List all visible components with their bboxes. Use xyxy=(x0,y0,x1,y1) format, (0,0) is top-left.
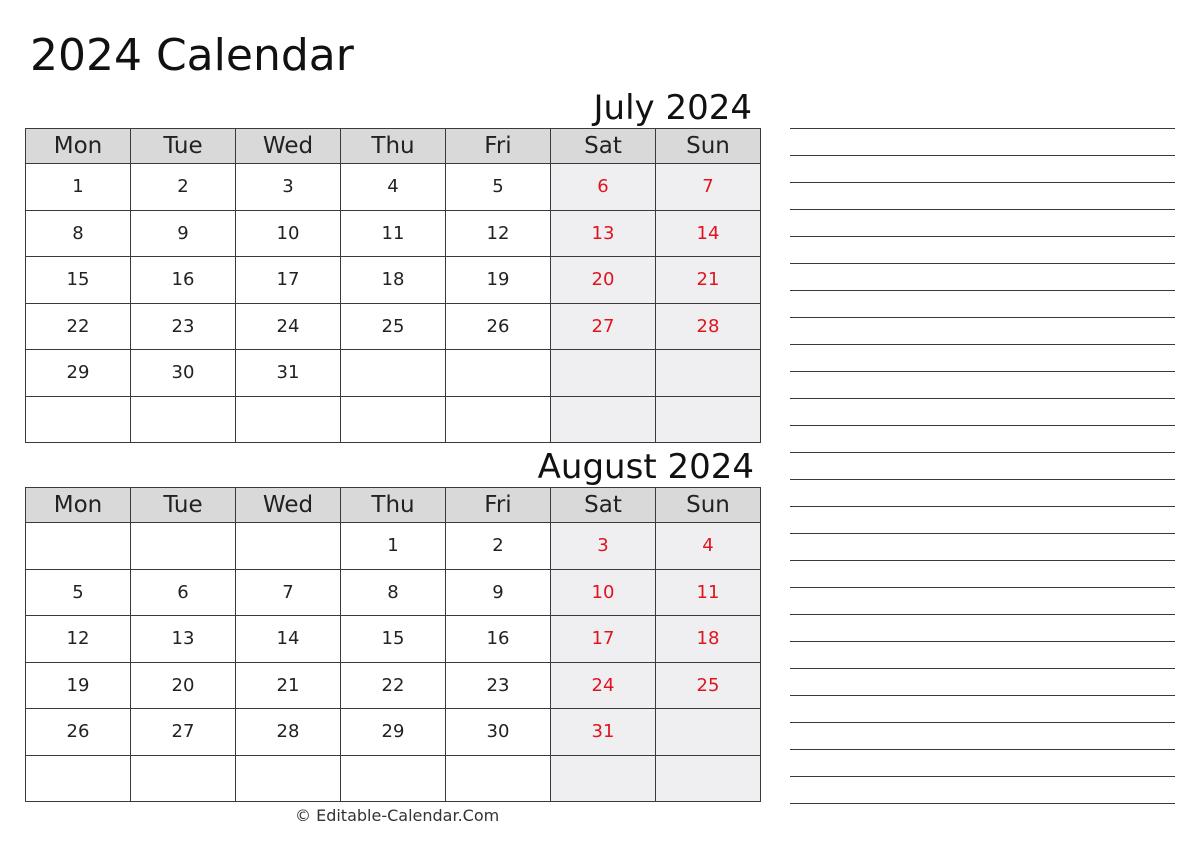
note-line xyxy=(790,317,1175,344)
calendar-july xyxy=(25,128,761,443)
day-cell: 17 xyxy=(236,257,341,304)
day-cell xyxy=(26,396,131,443)
note-line xyxy=(790,803,1175,830)
note-line xyxy=(790,695,1175,722)
week-row xyxy=(26,350,761,397)
day-cell: 31 xyxy=(236,350,341,397)
day-cell: 7 xyxy=(656,164,761,211)
day-cell xyxy=(551,755,656,802)
weekday-header: Thu xyxy=(341,129,446,164)
day-cell: 19 xyxy=(26,662,131,709)
day-cell: 30 xyxy=(446,709,551,756)
day-cell: 11 xyxy=(656,569,761,616)
weekday-header: Sun xyxy=(656,488,761,523)
day-cell xyxy=(341,396,446,443)
note-line xyxy=(790,668,1175,695)
note-line xyxy=(790,506,1175,533)
note-line xyxy=(790,641,1175,668)
day-cell xyxy=(656,709,761,756)
day-cell: 2 xyxy=(131,164,236,211)
day-cell: 26 xyxy=(446,303,551,350)
week-row xyxy=(26,616,761,663)
weekday-header: Tue xyxy=(131,488,236,523)
day-cell: 26 xyxy=(26,709,131,756)
day-cell: 29 xyxy=(26,350,131,397)
day-cell xyxy=(446,350,551,397)
day-cell: 20 xyxy=(131,662,236,709)
day-cell: 24 xyxy=(236,303,341,350)
weekday-header-row xyxy=(26,129,761,164)
weekday-header: Mon xyxy=(26,129,131,164)
day-cell: 25 xyxy=(341,303,446,350)
day-cell: 14 xyxy=(656,210,761,257)
day-cell: 12 xyxy=(26,616,131,663)
weekday-header: Sun xyxy=(656,129,761,164)
week-row xyxy=(26,569,761,616)
day-cell: 27 xyxy=(131,709,236,756)
day-cell: 24 xyxy=(551,662,656,709)
day-cell: 13 xyxy=(131,616,236,663)
week-row xyxy=(26,709,761,756)
weekday-header: Wed xyxy=(236,488,341,523)
note-line xyxy=(790,344,1175,371)
week-row xyxy=(26,755,761,802)
note-line xyxy=(790,533,1175,560)
day-cell: 23 xyxy=(446,662,551,709)
week-row xyxy=(26,257,761,304)
day-cell xyxy=(131,523,236,570)
day-cell: 18 xyxy=(341,257,446,304)
page-title: 2024 Calendar xyxy=(30,30,354,81)
note-line xyxy=(790,182,1175,209)
day-cell: 6 xyxy=(131,569,236,616)
day-cell xyxy=(341,755,446,802)
day-cell xyxy=(26,755,131,802)
day-cell: 4 xyxy=(656,523,761,570)
day-cell: 16 xyxy=(446,616,551,663)
day-cell xyxy=(446,396,551,443)
day-cell: 22 xyxy=(26,303,131,350)
day-cell: 30 xyxy=(131,350,236,397)
note-line xyxy=(790,128,1175,155)
day-cell: 17 xyxy=(551,616,656,663)
day-cell: 1 xyxy=(341,523,446,570)
day-cell: 9 xyxy=(446,569,551,616)
note-line xyxy=(790,209,1175,236)
weekday-header: Fri xyxy=(446,488,551,523)
day-cell xyxy=(341,350,446,397)
day-cell: 14 xyxy=(236,616,341,663)
notes-lines xyxy=(790,128,1175,830)
month-title-august: August 2024 xyxy=(537,447,754,487)
day-cell: 22 xyxy=(341,662,446,709)
note-line xyxy=(790,587,1175,614)
day-cell: 13 xyxy=(551,210,656,257)
note-line xyxy=(790,722,1175,749)
day-cell: 3 xyxy=(236,164,341,211)
day-cell: 8 xyxy=(341,569,446,616)
day-cell xyxy=(656,396,761,443)
day-cell: 7 xyxy=(236,569,341,616)
note-line xyxy=(790,749,1175,776)
note-line xyxy=(790,776,1175,803)
day-cell: 2 xyxy=(446,523,551,570)
calendar-august xyxy=(25,487,761,802)
day-cell: 27 xyxy=(551,303,656,350)
day-cell: 9 xyxy=(131,210,236,257)
weekday-header: Wed xyxy=(236,129,341,164)
week-row xyxy=(26,396,761,443)
note-line xyxy=(790,236,1175,263)
day-cell: 20 xyxy=(551,257,656,304)
day-cell: 5 xyxy=(26,569,131,616)
day-cell: 29 xyxy=(341,709,446,756)
note-line xyxy=(790,371,1175,398)
week-row xyxy=(26,523,761,570)
note-line xyxy=(790,479,1175,506)
week-row xyxy=(26,303,761,350)
week-row xyxy=(26,662,761,709)
week-row xyxy=(26,210,761,257)
day-cell xyxy=(131,396,236,443)
day-cell: 10 xyxy=(236,210,341,257)
week-row xyxy=(26,164,761,211)
weekday-header-row xyxy=(26,488,761,523)
day-cell xyxy=(446,755,551,802)
weekday-header: Mon xyxy=(26,488,131,523)
note-line xyxy=(790,560,1175,587)
day-cell: 19 xyxy=(446,257,551,304)
day-cell: 28 xyxy=(656,303,761,350)
day-cell: 28 xyxy=(236,709,341,756)
day-cell: 5 xyxy=(446,164,551,211)
day-cell: 16 xyxy=(131,257,236,304)
weekday-header: Thu xyxy=(341,488,446,523)
day-cell: 12 xyxy=(446,210,551,257)
month-title-july: July 2024 xyxy=(593,88,752,128)
day-cell: 4 xyxy=(341,164,446,211)
day-cell: 10 xyxy=(551,569,656,616)
day-cell: 18 xyxy=(656,616,761,663)
day-cell xyxy=(551,350,656,397)
day-cell xyxy=(131,755,236,802)
day-cell xyxy=(656,350,761,397)
day-cell: 21 xyxy=(656,257,761,304)
day-cell: 1 xyxy=(26,164,131,211)
weekday-header: Fri xyxy=(446,129,551,164)
day-cell: 25 xyxy=(656,662,761,709)
day-cell: 21 xyxy=(236,662,341,709)
day-cell: 15 xyxy=(341,616,446,663)
note-line xyxy=(790,425,1175,452)
day-cell xyxy=(26,523,131,570)
note-line xyxy=(790,155,1175,182)
day-cell xyxy=(236,755,341,802)
day-cell: 15 xyxy=(26,257,131,304)
day-cell xyxy=(656,755,761,802)
note-line xyxy=(790,614,1175,641)
weekday-header: Sat xyxy=(551,129,656,164)
day-cell: 11 xyxy=(341,210,446,257)
day-cell xyxy=(236,523,341,570)
note-line xyxy=(790,452,1175,479)
day-cell xyxy=(236,396,341,443)
day-cell: 31 xyxy=(551,709,656,756)
day-cell: 8 xyxy=(26,210,131,257)
day-cell xyxy=(551,396,656,443)
day-cell: 23 xyxy=(131,303,236,350)
day-cell: 3 xyxy=(551,523,656,570)
note-line xyxy=(790,398,1175,425)
note-line xyxy=(790,290,1175,317)
footer-credit: © Editable-Calendar.Com xyxy=(295,806,500,825)
weekday-header: Tue xyxy=(131,129,236,164)
weekday-header: Sat xyxy=(551,488,656,523)
note-line xyxy=(790,263,1175,290)
day-cell: 6 xyxy=(551,164,656,211)
